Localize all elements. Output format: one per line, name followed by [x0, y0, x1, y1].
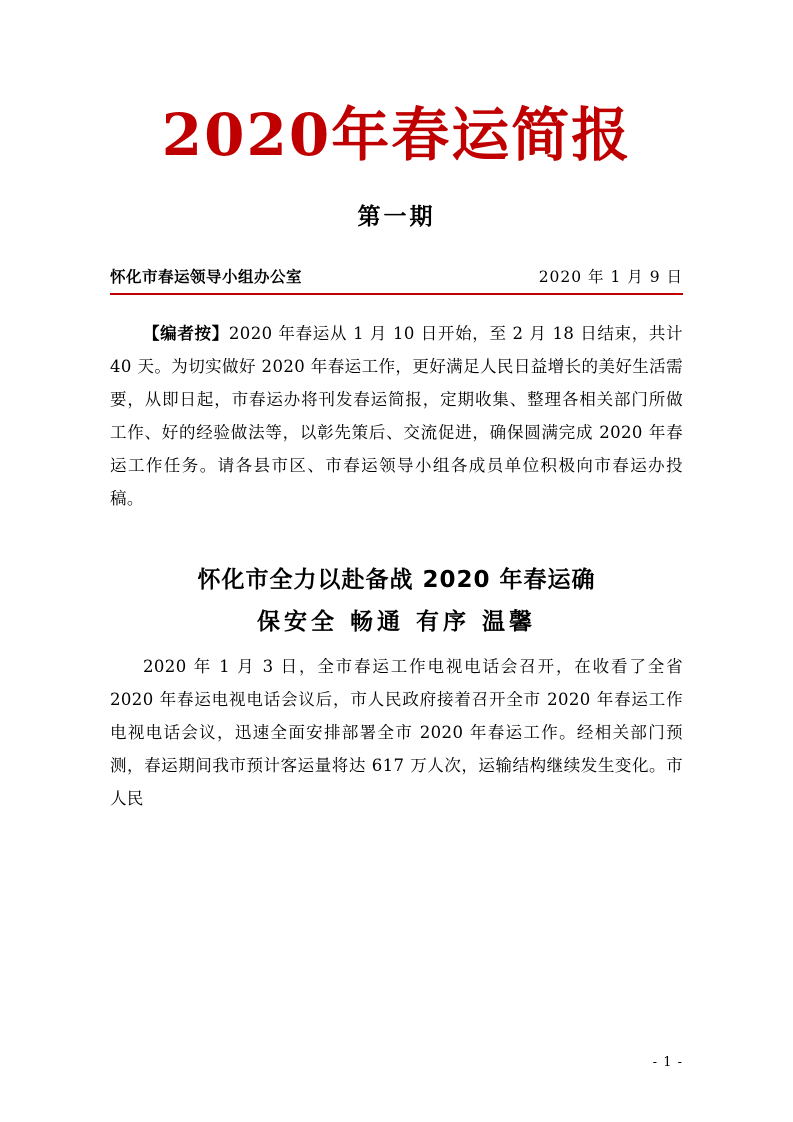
issue-date: 2020 年 1 月 9 日: [538, 267, 683, 286]
red-divider: [110, 293, 683, 295]
issuer-row: [110, 265, 683, 293]
issuer-office: 怀化市春运领导小组办公室: [110, 267, 303, 286]
editor-note-text: 2020 年春运从 1 月 10 日开始，至 2 月 18 日结束，共计 40 天。为切实做好 2020 年春运工作，更好满足人民日益增长的美好生活需要，从即日起，市春运办将刊发春运简报，定期收集、整理各相关部门所做工作、好的经验做法等，以彰先策后、交流促进，确保圆满完成 2020 年春运工作任务。请各县市区、市春运领导小组各成员单位积极向市春运办投稿。: [110, 323, 683, 508]
editor-note-tag: 【编者按】: [143, 323, 229, 343]
page-number: - 1 -: [652, 1055, 683, 1070]
page-title: 2020年春运简报: [161, 101, 632, 169]
section-heading-line2: 保安全 畅通 有序 温馨: [256, 609, 537, 636]
section-heading-line1: 怀化市全力以赴备战 2020 年春运确: [197, 566, 596, 593]
section-heading: [110, 559, 683, 644]
editor-note-paragraph: [110, 317, 683, 515]
issue-label: 第一期: [357, 203, 436, 230]
section-paragraph: 2020 年 1 月 3 日，全市春运工作电视电话会召开，在收看了全省 2020 年春运电视电话会议后，市人民政府接着召开全市 2020 年春运工作电视电话会议，迅速全面安排部署全市 2020 年春运工作。经相关部门预测，春运期间我市预计客运量将达 617 万人次，运输结构继续发生变化。市人民: [110, 656, 683, 808]
